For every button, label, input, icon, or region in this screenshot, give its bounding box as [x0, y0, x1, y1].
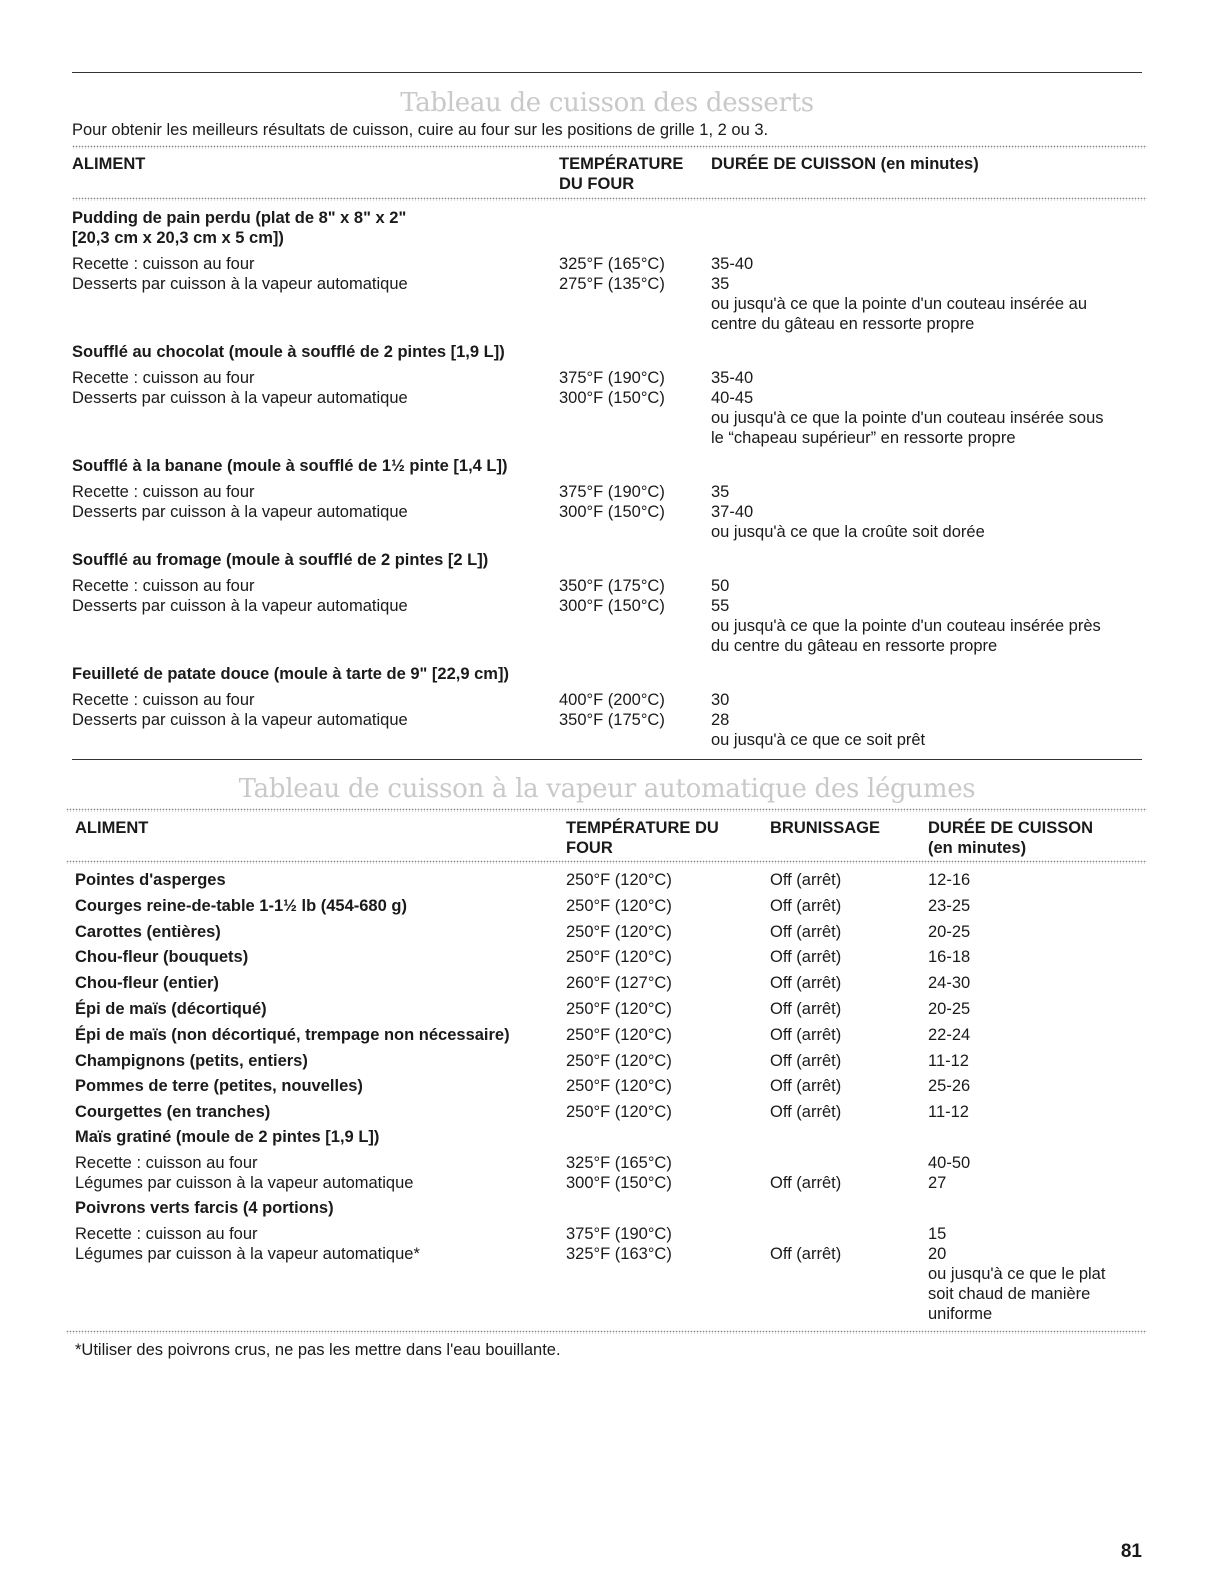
food-cell: Courges reine-de-table 1-1½ lb (454-680 g) [75, 896, 407, 915]
dessert-group [72, 208, 1142, 334]
veg-header-time-line1: DURÉE DE CUISSON [928, 819, 1094, 837]
temp-cell: 350°F (175°C) [559, 577, 665, 595]
time-cell: 40-45 [711, 389, 754, 407]
food-cell: Chou-fleur (entier) [75, 974, 219, 993]
time-cell: 35 [711, 275, 730, 293]
time-cell: 55 [711, 597, 730, 615]
method-cell: Recette : cuisson au four [72, 691, 255, 709]
table-row [75, 1224, 1142, 1244]
temp-cell: 375°F (190°C) [559, 369, 665, 387]
time-cell: 15 [928, 1224, 947, 1243]
time-note-line: le “chapeau supérieur” en ressorte propre [711, 429, 1016, 447]
desserts-header-temp-line2: DU FOUR [559, 175, 635, 193]
desserts-header-temp [559, 154, 683, 194]
browning-cell: Off (arrêt) [770, 922, 842, 941]
veg-header-browning: BRUNISSAGE [770, 819, 881, 837]
temp-cell: 325°F (165°C) [559, 255, 665, 273]
table-row [75, 1074, 1142, 1100]
table-row [75, 1244, 1142, 1264]
time-cell: 35-40 [711, 369, 754, 387]
desserts-table [72, 208, 1142, 758]
veg-header-food: ALIMENT [75, 819, 149, 837]
time-cell: 28 [711, 711, 730, 729]
time-cell: 11-12 [928, 1103, 969, 1122]
time-note-line: ou jusqu'à ce que ce soit prêt [711, 731, 926, 749]
browning-cell: Off (arrêt) [770, 1244, 842, 1263]
table-row [75, 868, 1142, 894]
table-row [75, 1049, 1142, 1075]
time-note-line: ou jusqu'à ce que la croûte soit dorée [711, 523, 985, 541]
dessert-group [72, 664, 1142, 750]
food-cell: Épi de maïs (décortiqué) [75, 999, 267, 1018]
table-row [75, 971, 1142, 997]
method-cell: Desserts par cuisson à la vapeur automatique [72, 711, 408, 729]
desserts-header-temp-line1: TEMPÉRATURE [559, 155, 684, 173]
time-note-line: ou jusqu'à ce que la pointe d'un couteau insérée sous [711, 409, 1104, 427]
temp-cell: 250°F (120°C) [566, 871, 672, 889]
vegetables-title: Tableau de cuisson à la vapeur automatique des légumes [238, 774, 976, 804]
dessert-group [72, 456, 1142, 542]
method-cell: Légumes par cuisson à la vapeur automatique* [75, 1244, 420, 1263]
temp-cell: 325°F (165°C) [566, 1153, 672, 1172]
dessert-group-title-line: [20,3 cm x 20,3 cm x 5 cm]) [72, 229, 284, 247]
dessert-group [72, 550, 1142, 656]
temp-cell: 250°F (120°C) [566, 1077, 672, 1096]
dessert-group-title: Feuilleté de patate douce (moule à tarte de 9" [22,9 cm]) [72, 665, 509, 683]
browning-cell: Off (arrêt) [770, 974, 842, 993]
food-cell: Pommes de terre (petites, nouvelles) [75, 1077, 363, 1096]
temp-cell: 275°F (135°C) [559, 275, 665, 293]
dessert-group-title: Soufflé au fromage (moule à soufflé de 2 pintes [2 L]) [72, 551, 489, 569]
time-cell: 20 [928, 1244, 947, 1263]
temp-cell: 350°F (175°C) [559, 711, 665, 729]
time-note-line: uniforme [928, 1304, 993, 1323]
method-cell: Desserts par cuisson à la vapeur automatique [72, 275, 408, 293]
method-cell: Desserts par cuisson à la vapeur automatique [72, 389, 408, 407]
time-note-line: ou jusqu'à ce que la pointe d'un couteau insérée au [711, 295, 1088, 313]
method-cell: Desserts par cuisson à la vapeur automatique [72, 597, 408, 615]
section-rule [72, 759, 1142, 760]
food-cell: Champignons (petits, entiers) [75, 1051, 308, 1070]
time-cell: 40-50 [928, 1153, 971, 1172]
table-row [75, 1173, 1142, 1193]
temp-cell: 375°F (190°C) [566, 1224, 672, 1243]
temp-cell: 250°F (120°C) [566, 999, 672, 1018]
veg-group-title: Maïs gratiné (moule de 2 pintes [1,9 L]) [75, 1127, 380, 1146]
time-cell: 23-25 [928, 896, 971, 915]
browning-cell: Off (arrêt) [770, 1173, 842, 1192]
time-note-line: soit chaud de manière [928, 1284, 1091, 1303]
dessert-group-title [72, 208, 1142, 248]
dessert-group [72, 342, 1142, 448]
time-cell: 30 [711, 691, 730, 709]
table-row [72, 482, 1142, 502]
table-row [75, 1153, 1142, 1173]
table-row [75, 997, 1142, 1023]
time-cell: 16-18 [928, 948, 971, 967]
table-row [72, 502, 1142, 522]
table-row [72, 254, 1142, 274]
veg-header-temp-line1: TEMPÉRATURE DU [566, 819, 719, 837]
method-cell: Recette : cuisson au four [72, 577, 255, 595]
method-cell: Recette : cuisson au four [75, 1224, 258, 1243]
temp-cell: 300°F (150°C) [559, 389, 665, 407]
time-cell: 11-12 [928, 1051, 969, 1070]
table-row [75, 1023, 1142, 1049]
footnote: *Utiliser des poivrons crus, ne pas les mettre dans l'eau bouillante. [75, 1341, 561, 1359]
time-note-line: centre du gâteau en ressorte propre [711, 315, 975, 333]
time-cell: 20-25 [928, 999, 971, 1018]
browning-cell: Off (arrêt) [770, 999, 842, 1018]
table-row [72, 710, 1142, 730]
vegetables-table [75, 868, 1142, 1324]
time-cell: 12-16 [928, 871, 971, 889]
desserts-header-time: DURÉE DE CUISSON (en minutes) [711, 155, 979, 173]
time-cell: 27 [928, 1173, 947, 1192]
temp-cell: 250°F (120°C) [566, 922, 672, 941]
desserts-intro: Pour obtenir les meilleurs résultats de cuisson, cuire au four sur les positions de grille 1, 2 ou 3. [72, 121, 769, 139]
temp-cell: 400°F (200°C) [559, 691, 665, 709]
time-cell: 25-26 [928, 1077, 971, 1096]
method-cell: Recette : cuisson au four [75, 1153, 258, 1172]
temp-cell: 250°F (120°C) [566, 1025, 672, 1044]
browning-cell: Off (arrêt) [770, 1051, 842, 1070]
veg-group-title: Poivrons verts farcis (4 portions) [75, 1198, 334, 1217]
table-row [72, 596, 1142, 616]
temp-cell: 300°F (150°C) [559, 597, 665, 615]
dessert-group-title: Soufflé au chocolat (moule à soufflé de 2 pintes [1,9 L]) [72, 343, 505, 361]
table-row [72, 388, 1142, 408]
temp-cell: 250°F (120°C) [566, 1051, 672, 1070]
temp-cell: 250°F (120°C) [566, 948, 672, 967]
veg-header-time [928, 818, 1093, 858]
top-rule [72, 72, 1142, 73]
vegetables-table-bottom-divider [66, 1330, 1147, 1334]
time-note-line: ou jusqu'à ce que le plat [928, 1264, 1106, 1283]
vegetables-header-bottom-divider [66, 860, 1147, 864]
temp-cell: 260°F (127°C) [566, 974, 672, 993]
time-cell: 24-30 [928, 974, 971, 993]
method-cell: Recette : cuisson au four [72, 255, 255, 273]
page-number: 81 [1120, 1541, 1142, 1562]
veg-header-time-line2: (en minutes) [928, 839, 1027, 857]
food-cell: Épi de maïs (non décortiqué, trempage non nécessaire) [75, 1025, 510, 1044]
browning-cell: Off (arrêt) [770, 896, 842, 915]
food-cell: Carottes (entières) [75, 922, 221, 941]
table-row [72, 368, 1142, 388]
desserts-header-top-divider [72, 145, 1147, 149]
temp-cell: 250°F (120°C) [566, 896, 672, 915]
table-row [75, 894, 1142, 920]
table-row [72, 576, 1142, 596]
food-cell: Chou-fleur (bouquets) [75, 948, 249, 967]
vegetables-header-top-divider [66, 808, 1147, 812]
browning-cell: Off (arrêt) [770, 1103, 842, 1122]
browning-cell: Off (arrêt) [770, 1077, 842, 1096]
table-row [72, 690, 1142, 710]
time-cell: 37-40 [711, 503, 754, 521]
browning-cell: Off (arrêt) [770, 948, 842, 967]
temp-cell: 375°F (190°C) [559, 483, 665, 501]
temp-cell: 300°F (150°C) [559, 503, 665, 521]
temp-cell: 325°F (163°C) [566, 1244, 672, 1263]
time-cell: 50 [711, 577, 730, 595]
veg-header-temp-line2: FOUR [566, 839, 613, 857]
time-cell: 35-40 [711, 255, 754, 273]
time-note-line: du centre du gâteau en ressorte propre [711, 637, 998, 655]
method-cell: Desserts par cuisson à la vapeur automatique [72, 503, 408, 521]
time-cell: 20-25 [928, 922, 971, 941]
desserts-header-food: ALIMENT [72, 155, 146, 173]
table-row [72, 274, 1142, 294]
browning-cell: Off (arrêt) [770, 871, 842, 889]
table-row [75, 920, 1142, 946]
time-cell: 35 [711, 483, 730, 501]
table-row [75, 1100, 1142, 1126]
table-row [75, 945, 1142, 971]
dessert-group-title-line: Pudding de pain perdu (plat de 8" x 8" x 2" [72, 209, 407, 227]
temp-cell: 300°F (150°C) [566, 1173, 672, 1192]
browning-cell: Off (arrêt) [770, 1025, 842, 1044]
desserts-header-bottom-divider [72, 197, 1147, 201]
dessert-group-title: Soufflé à la banane (moule à soufflé de 1½ pinte [1,4 L]) [72, 457, 508, 475]
desserts-title: Tableau de cuisson des desserts [400, 88, 814, 118]
time-cell: 22-24 [928, 1025, 971, 1044]
time-note-line: ou jusqu'à ce que la pointe d'un couteau insérée près [711, 617, 1101, 635]
temp-cell: 250°F (120°C) [566, 1103, 672, 1122]
food-cell: Courgettes (en tranches) [75, 1103, 271, 1122]
veg-header-temp [566, 818, 719, 858]
food-cell: Pointes d'asperges [75, 871, 226, 889]
method-cell: Légumes par cuisson à la vapeur automatique [75, 1173, 414, 1192]
method-cell: Recette : cuisson au four [72, 369, 255, 387]
method-cell: Recette : cuisson au four [72, 483, 255, 501]
